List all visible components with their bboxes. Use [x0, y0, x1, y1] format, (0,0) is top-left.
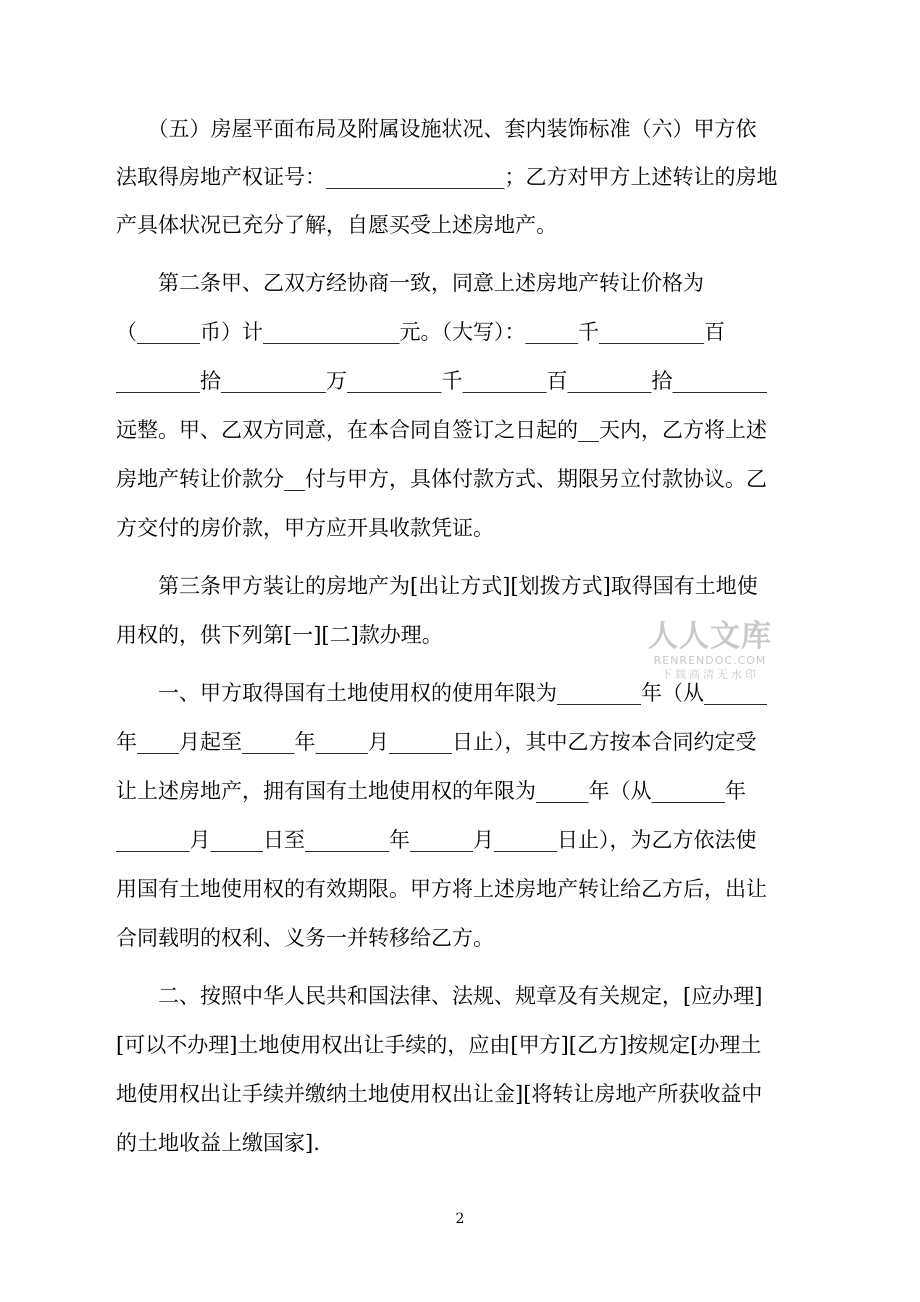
text-line: 二、按照中华人民共和国法律、法规、规章及有关规定，[应办理] — [116, 984, 763, 1008]
watermark-domain: RENRENDOC.COM — [653, 654, 767, 667]
watermark-title: 人人文库 — [648, 619, 772, 654]
text-line: 第二条甲、乙双方经协商一致，同意上述房地产转让价格为 — [116, 271, 704, 295]
text-line: 用权的，供下列第[一][二]款办理。 — [116, 623, 443, 647]
text-line: （五）房屋平面布局及附属设施状况、套内装饰标准（六）甲方依 — [116, 117, 757, 141]
text-line: 年____月起至_____年_____月______日止），其中乙方按本合同约定受 — [116, 730, 757, 754]
text-line: 产具体状况已充分了解，自愿买受上述房地产。 — [116, 213, 557, 237]
watermark-logo — [648, 620, 772, 682]
text-line: 房地产转让价款分__付与甲方，具体付款方式、期限另立付款协议。乙 — [116, 467, 767, 491]
text-line: 让上述房地产，拥有国有土地使用权的年限为_____年（从_______年 — [116, 779, 746, 803]
text-line: 的土地收益上缴国家]. — [116, 1131, 320, 1155]
text-line: _______月_____日至________年______月______日止），为乙方依法使 — [116, 828, 757, 852]
text-line: 第三条甲方装让的房地产为[出让方式][划拨方式]取得国有土地使 — [116, 574, 758, 598]
text-line: 一、甲方取得国有土地使用权的使用年限为________年（从______ — [116, 681, 767, 705]
page-number: 2 — [455, 1211, 465, 1227]
text-line: （______币）计_____________元。（大写）：_____千__________百 — [116, 320, 725, 344]
text-line: 远整。甲、乙双方同意，在本合同自签订之日起的__天内，乙方将上述 — [116, 418, 767, 442]
text-line: [可以不办理]土地使用权出让手续的，应由[甲方][乙方]按规定[办理土 — [116, 1033, 762, 1057]
text-line: 方交付的房价款，甲方应开具收款凭证。 — [116, 516, 494, 540]
text-line: 用国有土地使用权的有效期限。甲方将上述房地产转让给乙方后，出让 — [116, 877, 767, 901]
watermark-tagline: 下载高清无水印 — [661, 668, 759, 681]
text-line: 合同载明的权利、义务一并转移给乙方。 — [116, 926, 494, 950]
text-line: ________拾__________万_________千________百________拾_________ — [116, 369, 767, 393]
text-line: 地使用权出让手续并缴纳土地使用权出让金][将转让房地产所获收益中 — [116, 1082, 763, 1106]
text-line: 法取得房地产权证号：_________________；乙方对甲方上述转让的房地 — [116, 165, 778, 189]
